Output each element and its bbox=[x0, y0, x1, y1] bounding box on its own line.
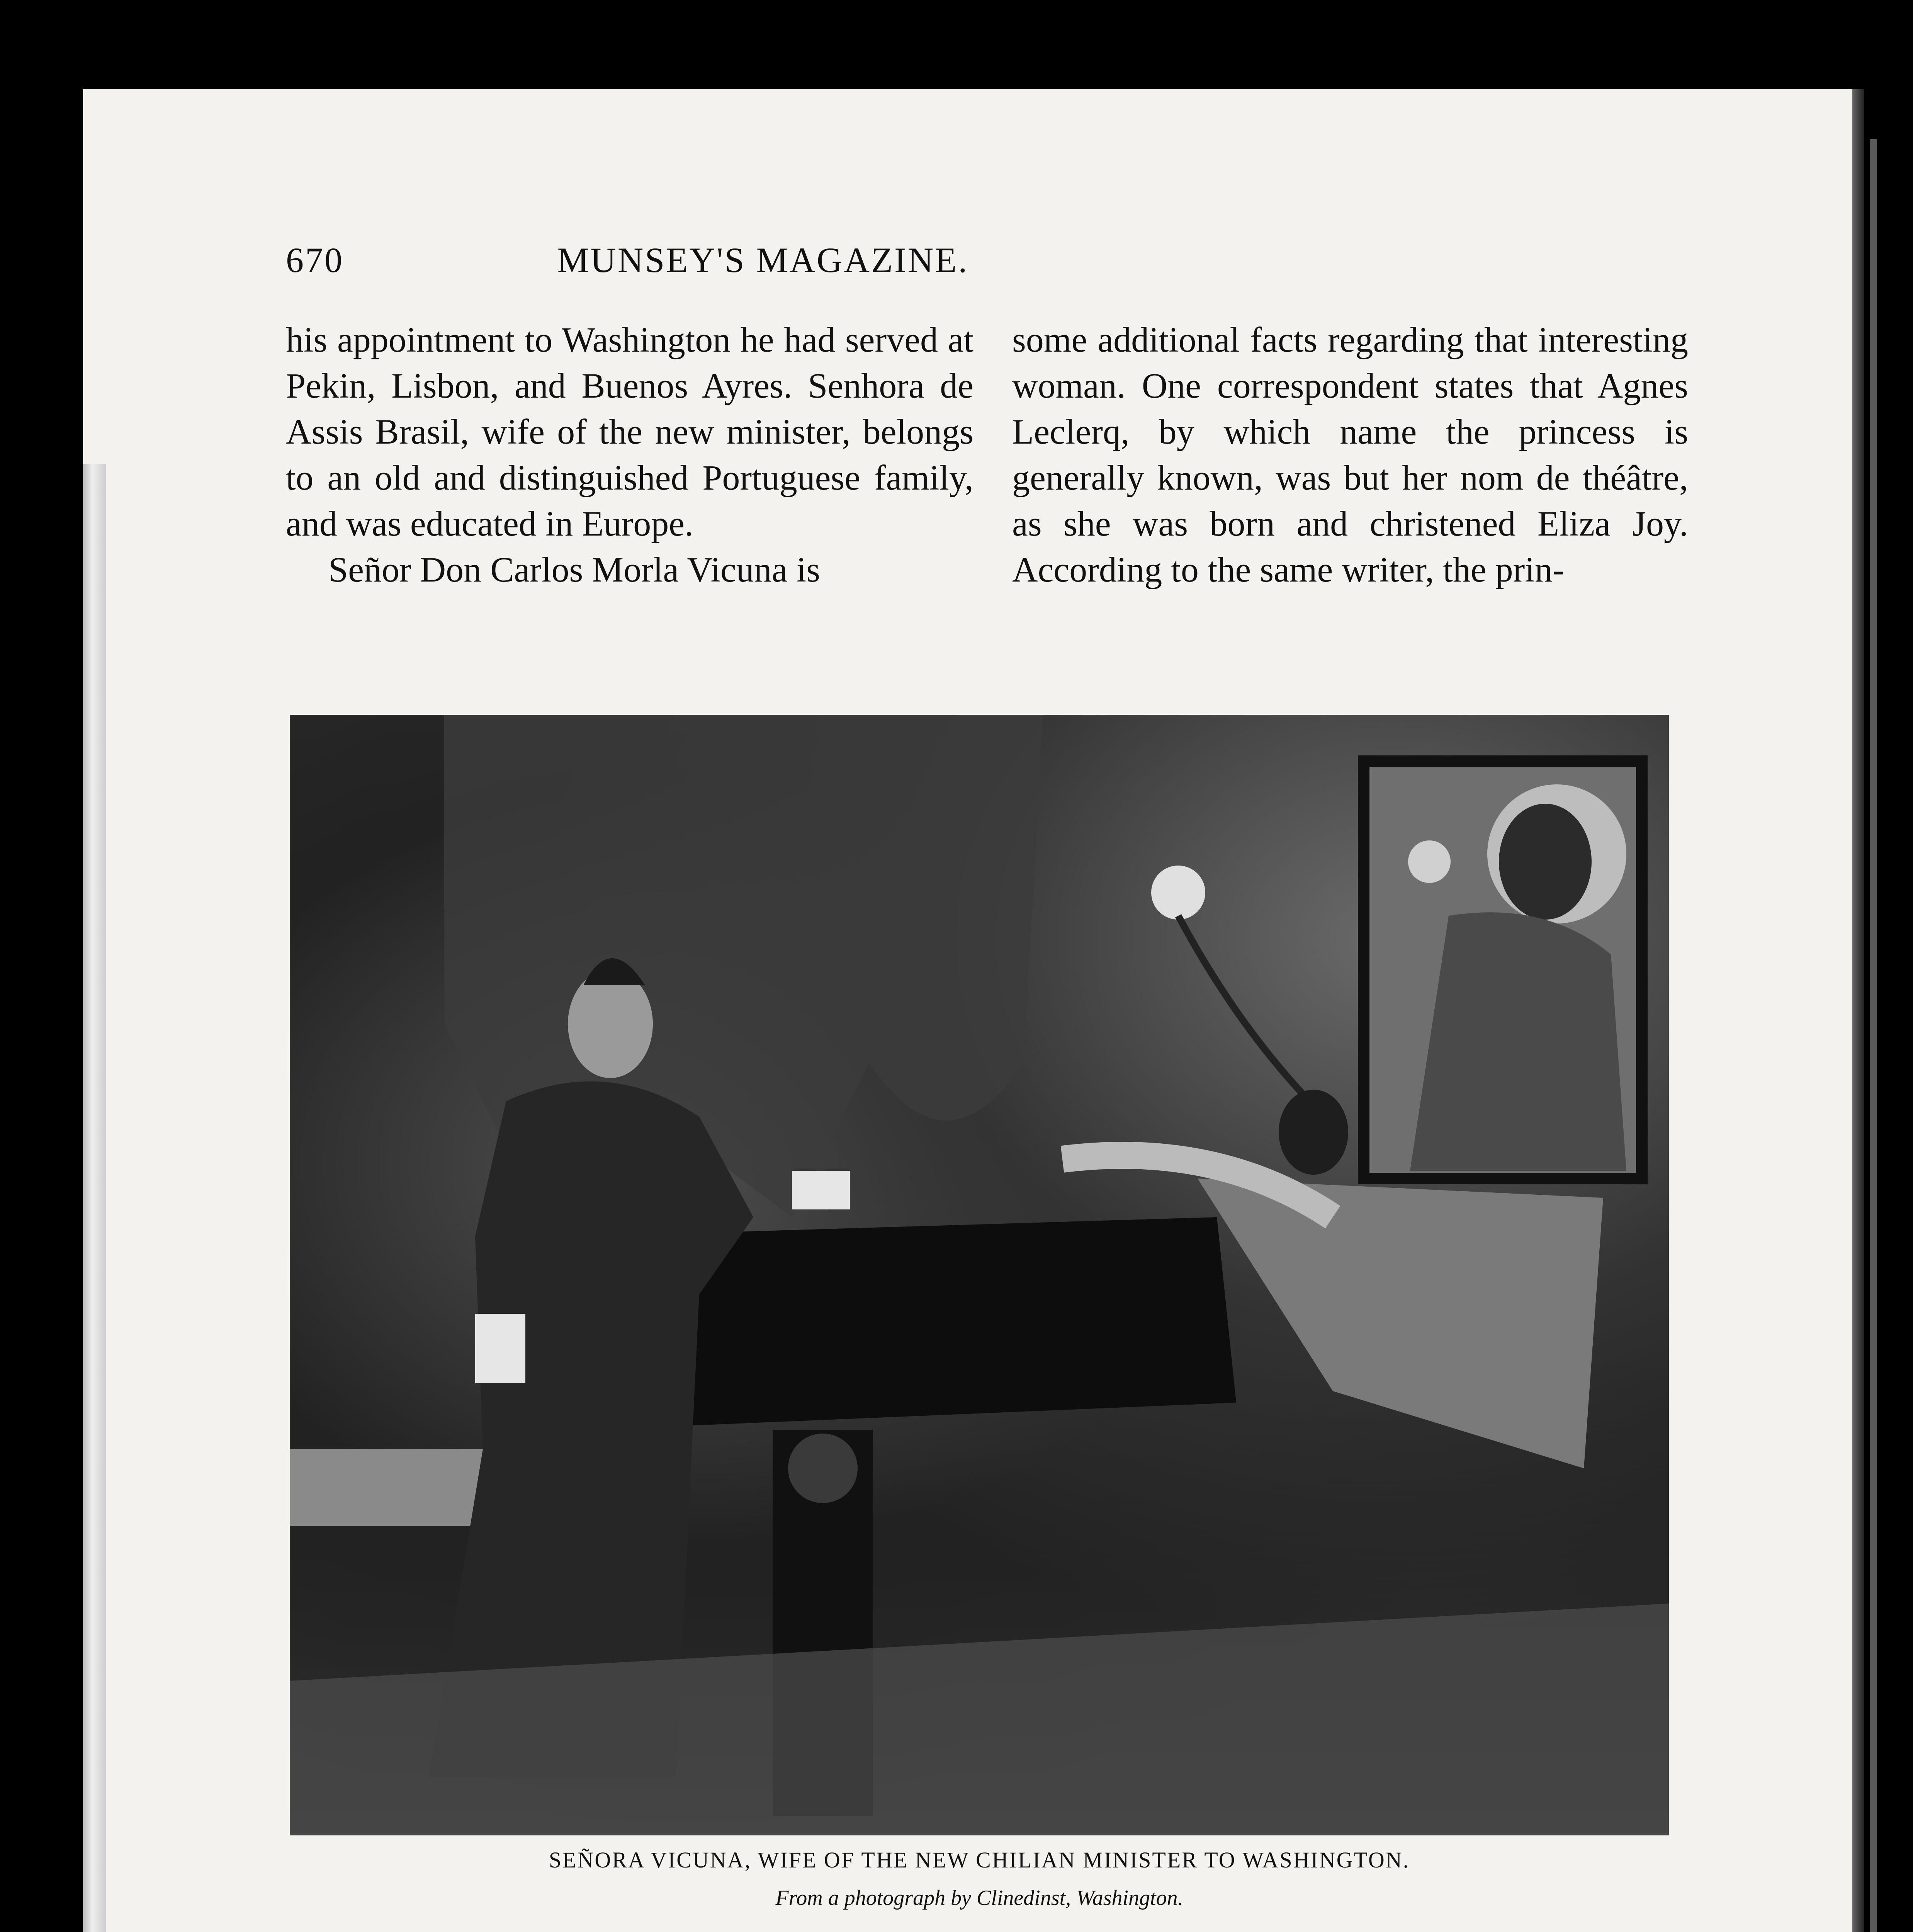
binding-edge bbox=[1852, 89, 1864, 1932]
page-stack-edge bbox=[83, 464, 106, 1932]
column-top-left bbox=[286, 317, 973, 593]
page-header bbox=[286, 240, 1240, 286]
paragraph: Señor Don Carlos Morla Vicuna is bbox=[328, 550, 820, 589]
column-top-right bbox=[1012, 317, 1688, 593]
photo-caption: SEÑORA VICUNA, WIFE OF THE NEW CHILIAN MINISTER TO WASHINGTON. bbox=[549, 1847, 1410, 1872]
photo-credit: From a photograph by Clinedinst, Washington. bbox=[775, 1886, 1183, 1910]
photo-illustration bbox=[290, 715, 1669, 1835]
paragraph: some additional facts regarding that interesting woman. One correspondent states that Agnes Leclerq, by which name the princess is generally known, was but her nom de théâtre, as she was born and christened Eliza Joy. According to the same writer, the prin- bbox=[1012, 320, 1688, 589]
binding-edge-inner bbox=[1870, 139, 1877, 1932]
photograph-senora-vicuna bbox=[290, 715, 1669, 1835]
running-title: MUNSEY'S MAGAZINE. bbox=[557, 240, 969, 280]
paragraph: his appointment to Washington he had served at Pekin, Lisbon, and Buenos Ayres. Senhora de Assis Brasil, wife of the new minister, belongs to an old and distinguished Portuguese family, and was educated in Europe. bbox=[286, 320, 973, 543]
page-number: 670 bbox=[286, 240, 344, 280]
